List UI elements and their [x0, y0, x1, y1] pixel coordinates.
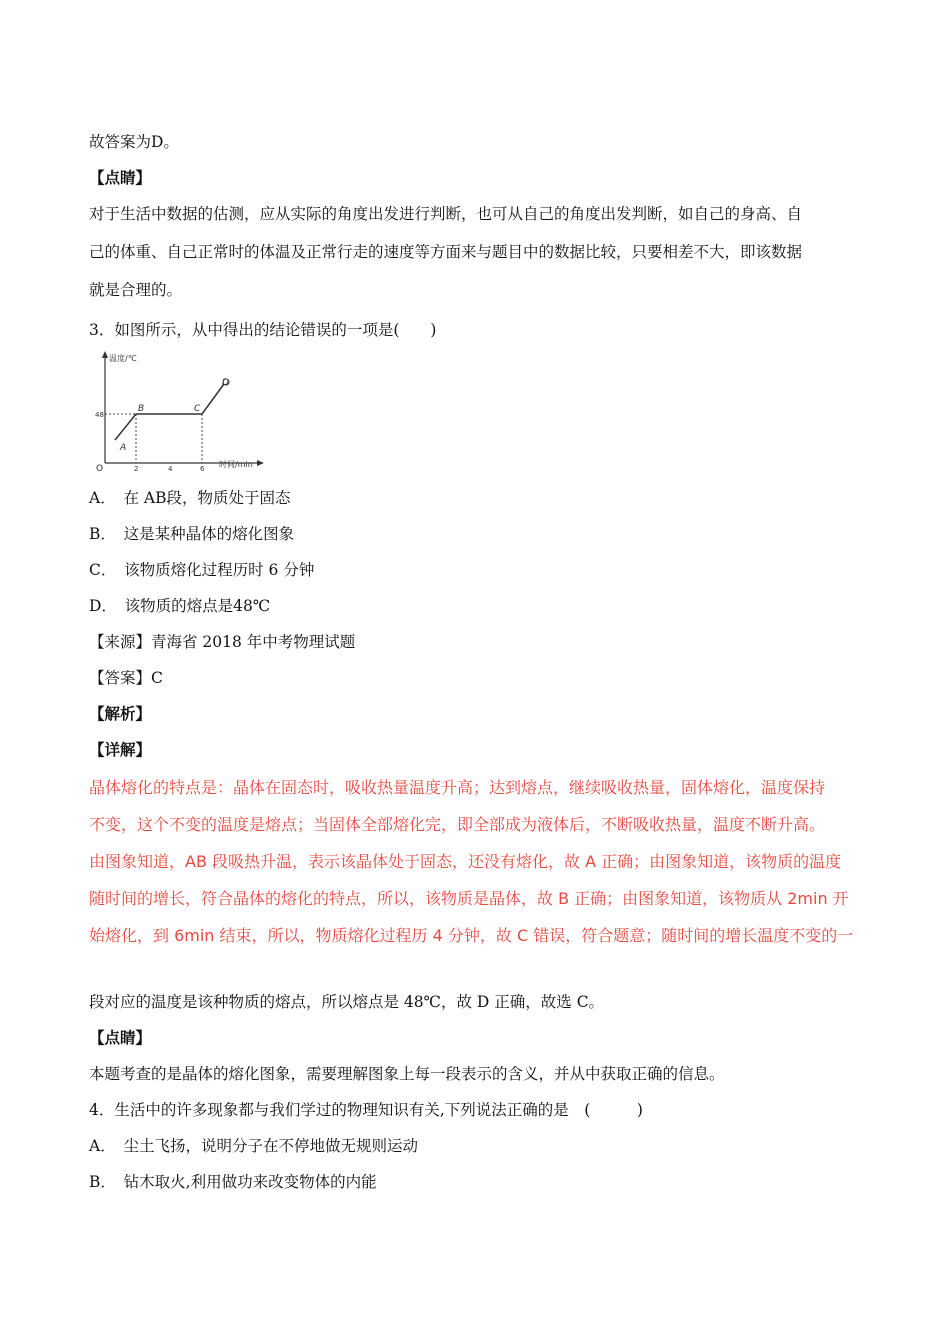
x-axis-arrow — [257, 460, 264, 466]
y-axis-label: 温度/℃ — [109, 354, 137, 363]
origin-label: O — [96, 464, 104, 474]
point-c-label: C — [194, 404, 201, 414]
x-axis-label: 时间/min — [219, 460, 253, 469]
source-line: 【来源】青海省 2018 年中考物理试题 — [89, 633, 356, 651]
comment-text-2: 己的体重、自己正常时的体温及正常行走的速度等方面来与题目中的数据比较，只要相差不大，即该数据 — [89, 243, 803, 261]
explanation-line-4: 随时间的增长，符合晶体的熔化的特点，所以，该物质是晶体，故 B 正确；由图象知道，该物质从 2min 开 — [89, 889, 849, 908]
analysis-heading: 【解析】 — [89, 704, 152, 723]
question-4: 4．生活中的许多现象都与我们学过的物理知识有关,下列说法正确的是 ( ) — [89, 1101, 643, 1119]
explanation-line-2: 不变，这个不变的温度是熔点；当固体全部熔化完，即全部成为液体后，不断吸收热量，温度不断升高。 — [89, 815, 826, 834]
explanation-line-1: 晶体熔化的特点是：晶体在固态时，吸收热量温度升高；达到熔点，继续吸收热量，固体熔化，温度保持 — [89, 778, 826, 797]
x-tick-4: 4 — [168, 465, 173, 473]
y-axis-arrow — [102, 351, 108, 358]
point-a-label: A — [120, 443, 127, 453]
comment-heading-2: 【点睛】 — [89, 1028, 152, 1047]
answer-label: 【答案】C — [89, 669, 163, 687]
answer-line: 故答案为D。 — [89, 133, 179, 151]
q4-option-a: A． 尘土飞扬，说明分子在不停地做无规则运动 — [89, 1137, 418, 1155]
comment-text-3: 就是合理的。 — [89, 281, 183, 299]
option-b: B． 这是某种晶体的熔化图象 — [89, 525, 295, 543]
comment-text-1: 对于生活中数据的估测，应从实际的角度出发进行判断，也可从自己的角度出发判断，如自己的身高、自 — [89, 205, 803, 223]
temperature-curve — [115, 384, 224, 440]
conclusion-line: 段对应的温度是该种物质的熔点，所以熔点是 48℃，故 D 正确，故选 C。 — [89, 993, 605, 1011]
comment-heading: 【点睛】 — [89, 168, 152, 187]
x-tick-2: 2 — [134, 465, 139, 473]
point-b-label: B — [138, 404, 145, 414]
detail-heading: 【详解】 — [89, 740, 152, 759]
explanation-line-5: 始熔化，到 6min 结束，所以，物质熔化过程历 4 分钟，故 C 错误，符合题意；随时间的增长温度不变的一 — [89, 926, 854, 945]
y-tick-48: 48 — [95, 411, 104, 419]
option-d: D． 该物质的熔点是48℃ — [89, 597, 271, 615]
question-3: 3．如图所示，从中得出的结论错误的一项是( ) — [89, 321, 437, 339]
option-a: A． 在 AB段，物质处于固态 — [89, 489, 291, 507]
comment-text-4: 本题考查的是晶体的熔化图象，需要理解图象上每一段表示的含义，并从中获取正确的信息。 — [89, 1065, 725, 1083]
point-d-label: D — [222, 378, 229, 388]
q4-option-b: B． 钻木取火,利用做功来改变物体的内能 — [89, 1173, 377, 1191]
explanation-line-3: 由图象知道，AB 段吸热升温，表示该晶体处于固态，还没有熔化，故 A 正确；由图象知道，该物质的温度 — [89, 852, 842, 871]
melting-graph — [89, 350, 269, 475]
x-tick-6: 6 — [200, 465, 205, 473]
option-c: C． 该物质熔化过程历时 6 分钟 — [89, 561, 315, 579]
